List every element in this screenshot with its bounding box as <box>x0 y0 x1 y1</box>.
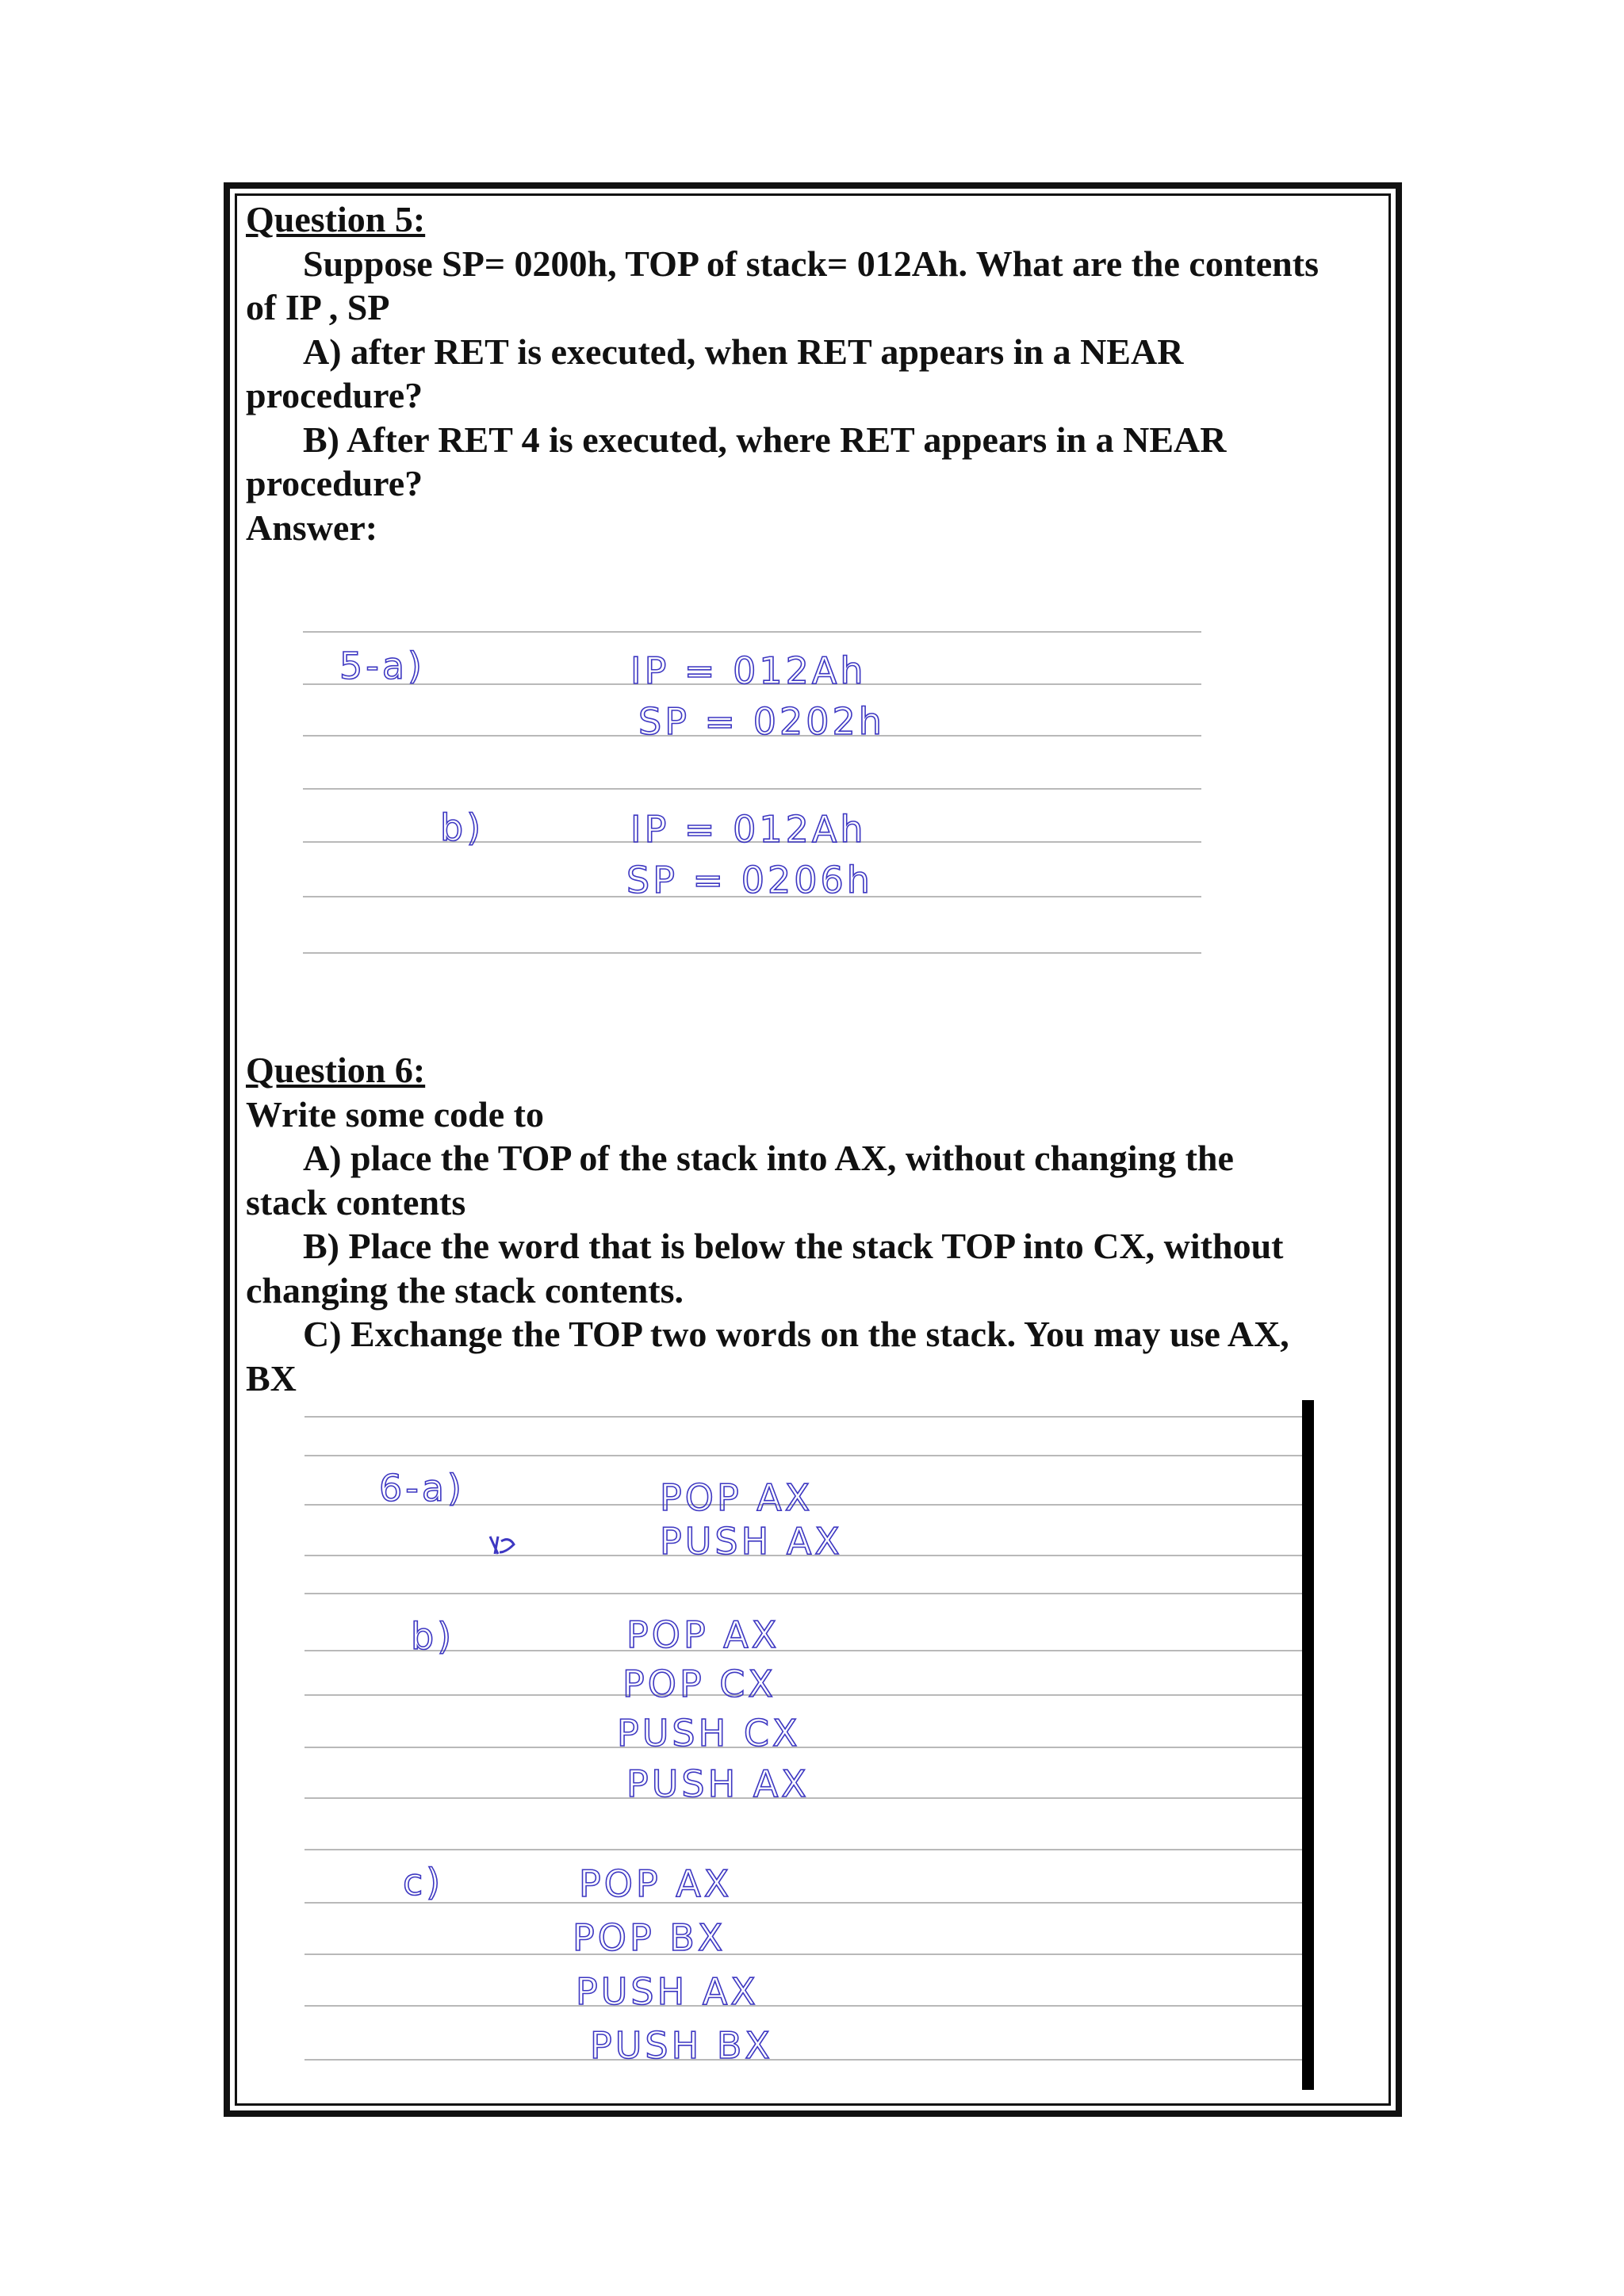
question-5-heading: Question 5: <box>246 199 426 239</box>
question-5-line: procedure? <box>246 463 423 503</box>
question-6-line: changing the stack contents. <box>246 1269 684 1311</box>
question-5-line: Suppose SP= 0200h, TOP of stack= 012Ah. What are the contents <box>303 243 1319 284</box>
answer-5-a-sp: SP = 0202h <box>638 700 885 743</box>
answer-5-b-label: b) <box>440 806 485 849</box>
answer-6-c-label: c) <box>403 1861 444 1904</box>
question-5-line: procedure? <box>246 375 423 415</box>
answer-6-handwriting <box>379 1467 843 2067</box>
question-6-heading: Question 6: <box>246 1050 426 1090</box>
answer-6-c-line: PUSH BX <box>590 2024 773 2067</box>
answer-5-a-label: 5-a) <box>339 645 425 687</box>
answer-6-b-label: b) <box>411 1615 455 1658</box>
question-6-line: BX <box>246 1357 297 1399</box>
question-6-line: A) place the TOP of the stack into AX, without changing the <box>303 1138 1234 1178</box>
question-5-line: A) after RET is executed, when RET appears in a NEAR <box>303 331 1184 372</box>
question-5-line: of IP , SP <box>246 287 390 327</box>
answer-5-b-sp: SP = 0206h <box>626 859 873 901</box>
answer-5-handwriting <box>339 645 885 901</box>
answer-6-a-line: POP AX <box>660 1476 814 1519</box>
question-6-line: stack contents <box>246 1181 466 1223</box>
answer-6-c-line: PUSH AX <box>576 1970 759 2013</box>
question-5-line: B) After RET 4 is executed, where RET appears in a NEAR <box>303 419 1227 460</box>
question-6-line: C) Exchange the TOP two words on the stack. You may use AX, <box>303 1314 1289 1354</box>
answer-6-a-line: PUSH AX <box>660 1520 843 1563</box>
question-6-line: B) Place the word that is below the stack TOP into CX, without <box>303 1226 1284 1266</box>
answer-5-a-ip: IP = 012Ah <box>630 649 867 692</box>
question-6-line: Write some code to <box>246 1093 544 1135</box>
ruled-paper-edge <box>1302 1400 1314 2090</box>
answer-6-c-line: POP BX <box>573 1916 726 1959</box>
scribble-mark <box>490 1536 514 1554</box>
answer-6-c-line: POP AX <box>579 1862 733 1905</box>
answer-label: Answer: <box>246 507 378 548</box>
answer-6-b-line: PUSH CX <box>617 1712 801 1755</box>
answer-6-b-line: POP CX <box>622 1663 776 1705</box>
answer-5-b-ip: IP = 012Ah <box>630 808 867 851</box>
answer-6-a-label: 6-a) <box>379 1467 465 1510</box>
answer-6-b-line: PUSH AX <box>626 1762 810 1805</box>
answer-6-b-line: POP AX <box>626 1613 780 1656</box>
